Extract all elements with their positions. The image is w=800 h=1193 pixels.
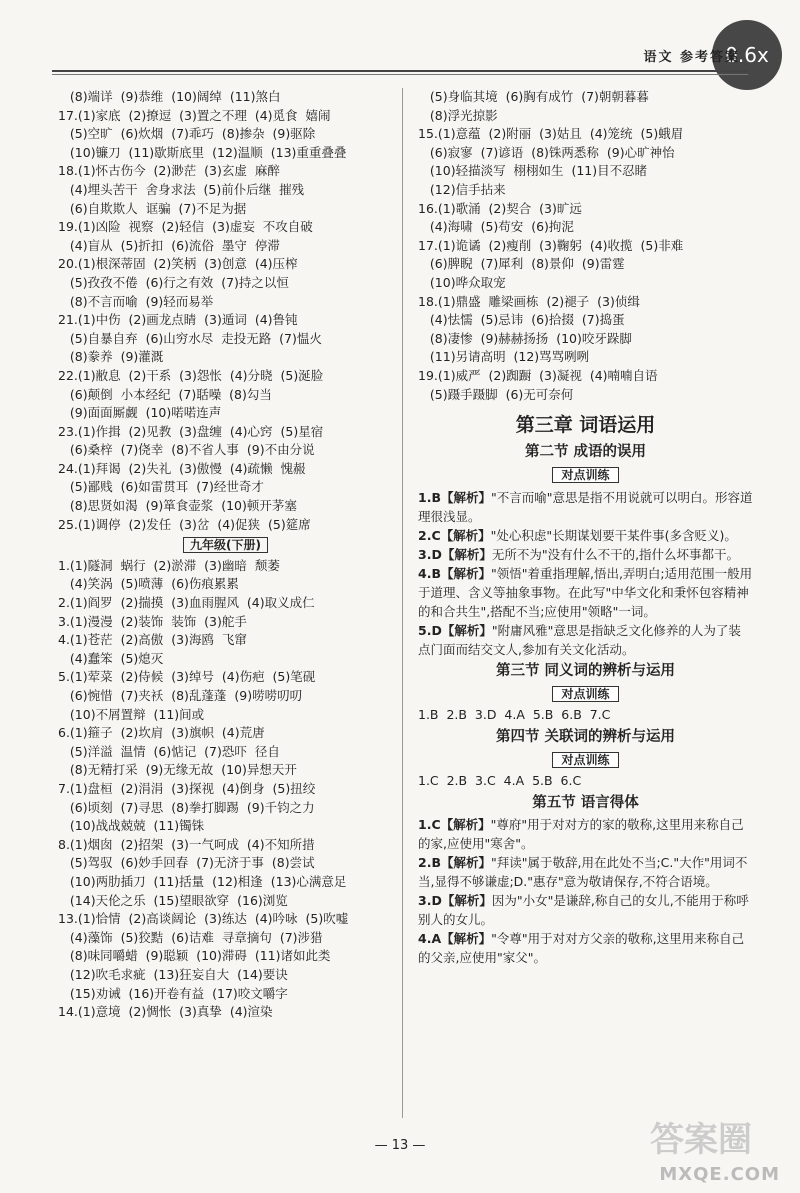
item-text: "令尊"用于对对方父亲的敬称,这里用来称自己的父亲,应使用"家父"。 — [418, 931, 745, 966]
answer-line: 13.(1)恰情 (2)高谈阔论 (3)练达 (4)吟咏 (5)吹嘘 — [58, 911, 349, 927]
page-number: — 13 — — [374, 1138, 426, 1153]
section-4-answers: 1.C 2.B 3.C 4.A 5.B 6.C — [418, 773, 582, 789]
answer-line: 17.(1)家底 (2)撩逗 (3)置之不理 (4)觅食 嬉闹 — [58, 107, 331, 123]
section-2-items — [418, 488, 753, 659]
header-tag: 语文 参考答案 — [643, 50, 740, 65]
answer-line: 6.(1)箍子 (2)坎肩 (3)旗帜 (4)荒唐 — [58, 725, 265, 741]
watermark-url: MXQE.COM — [659, 1164, 780, 1185]
answer-line: 23.(1)作揖 (2)见教 (3)盘缠 (4)心窍 (5)星宿 — [58, 423, 324, 439]
answer-line: (8)不言而喻 (9)轻而易举 — [58, 293, 214, 309]
watermark-logo: 答案圈 — [650, 1120, 752, 1160]
header-rule-thin — [52, 74, 748, 75]
answer-line: (4)海啸 (5)苟安 (6)拘泥 — [418, 219, 574, 235]
answer-line: (8)凄惨 (9)赫赫扬扬 (10)咬牙跺脚 — [418, 330, 632, 346]
column-divider — [402, 88, 403, 1118]
drill-label — [418, 751, 753, 770]
answer-line: 14.(1)意境 (2)惆怅 (3)真挚 (4)渲染 — [58, 1004, 273, 1020]
answer-line: (8)浮光掠影 — [418, 107, 498, 123]
item-text: 因为"小女"是谦辞,称自己的女儿,不能用于称呼别人的女儿。 — [418, 893, 749, 928]
item-head: 3.D【解析】 — [418, 893, 492, 909]
section-2-title: 第二节 成语的误用 — [524, 444, 647, 461]
right-answer-list — [418, 88, 753, 404]
answer-line: 22.(1)敝息 (2)干系 (3)怨怅 (4)分晓 (5)涎脸 — [58, 367, 324, 383]
section-5-title: 第五节 语言得体 — [532, 795, 639, 812]
answer-line: 1.(1)隧洞 蜗行 (2)淤滞 (3)幽暗 颓萎 — [58, 557, 280, 573]
answer-line: (4)怯懦 (5)忌讳 (6)拾掇 (7)捣蛋 — [418, 312, 625, 328]
answer-line: 5.(1)荤菜 (2)侍候 (3)绰号 (4)伤疤 (5)笔砚 — [58, 669, 316, 685]
chapter-title: 第三章 词语运用 — [515, 414, 656, 437]
explanation-item — [418, 815, 753, 853]
answer-line: (5)蹑手蹑脚 (6)无可奈何 — [418, 386, 574, 402]
item-head: 4.A【解析】 — [418, 931, 492, 947]
left-answer-list-2 — [58, 557, 393, 1022]
item-head: 1.C【解析】 — [418, 817, 491, 833]
explanation-item — [418, 564, 753, 621]
answer-line: 18.(1)怀古伤今 (2)渺茫 (3)玄虚 麻醉 — [58, 163, 280, 179]
answer-line: (15)劝诫 (16)开卷有益 (17)咬文嚼字 — [58, 985, 288, 1001]
answer-line: 24.(1)拜谒 (2)失礼 (3)傲慢 (4)疏懒 愧赧 — [58, 460, 306, 476]
answer-line: (11)另请高明 (12)骂骂咧咧 — [418, 349, 590, 365]
answer-line: (6)桑梓 (7)侥幸 (8)不省人事 (9)不由分说 — [58, 442, 315, 458]
item-text: "领悟"着重指理解,悟出,弄明白;适用范围一般用于道理、含义等抽象事物。在此写"中华文化和秉怀包容精神的和合共生",搭配不当;应使用"领略"一词。 — [418, 565, 753, 619]
answer-line: 17.(1)诡谲 (2)瘦削 (3)鞠躬 (4)收揽 (5)非难 — [418, 237, 684, 253]
answer-line: (12)吹毛求疵 (13)狂妄自大 (14)要诀 — [58, 966, 288, 982]
drill-label-text: 对点训练 — [552, 752, 618, 768]
answer-line: 4.(1)苍茫 (2)高傲 (3)海鸥 飞窜 — [58, 632, 247, 648]
answer-line: (5)驾驭 (6)妙手回春 (7)无济于事 (8)尝试 — [58, 855, 315, 871]
answer-line: (8)豢养 (9)灌溉 — [58, 349, 164, 365]
section-4-title: 第四节 关联词的辨析与运用 — [495, 728, 676, 745]
answer-line: (4)埋头苦干 舍身求法 (5)前仆后继 摧残 — [58, 181, 305, 197]
answer-line: 18.(1)鼎盛 雕梁画栋 (2)褪子 (3)侦缉 — [418, 293, 640, 309]
drill-label-text: 对点训练 — [552, 686, 618, 702]
left-column — [58, 88, 393, 1022]
answer-line: (5)空旷 (6)炊烟 (7)乖巧 (8)掺杂 (9)驱除 — [58, 126, 316, 142]
answer-line: (10)哗众取宠 — [418, 274, 506, 290]
answer-line: (4)藻饰 (5)狡黠 (6)诘难 寻章摘句 (7)涉猎 — [58, 929, 323, 945]
answer-line: (8)味同嚼蜡 (9)聪颖 (10)滞碍 (11)诸如此类 — [58, 948, 331, 964]
item-head: 2.B【解析】 — [418, 855, 491, 871]
answer-line: (6)顷刻 (7)寻思 (8)拳打脚踢 (9)千钧之力 — [58, 799, 315, 815]
zoom-indicator[interactable]: 0.6x — [712, 20, 782, 90]
answer-line: (10)轻描淡写 栩栩如生 (11)目不忍睹 — [418, 163, 648, 179]
explanation-item — [418, 891, 753, 929]
item-text: "处心积虑"长期谋划要干某件事(多含贬义)。 — [490, 527, 737, 543]
explanation-item — [418, 526, 753, 545]
answer-line: (8)思贤如渴 (9)箪食壶浆 (10)顿开茅塞 — [58, 498, 297, 514]
header-rule — [52, 70, 748, 72]
answer-line: (5)身临其境 (6)胸有成竹 (7)朝朝暮暮 — [418, 89, 649, 104]
answer-line: (5)洋溢 温情 (6)惦记 (7)恐吓 径自 — [58, 743, 280, 759]
answer-line: 19.(1)凶险 视察 (2)轻信 (3)虚妄 不攻自破 — [58, 219, 313, 235]
item-head: 1.B【解析】 — [418, 489, 491, 505]
section-5-items — [418, 815, 753, 967]
drill-label — [418, 466, 753, 485]
left-answer-list — [58, 88, 393, 534]
answer-line: (5)鄙贱 (6)如雷贯耳 (7)经世奇才 — [58, 479, 264, 495]
answer-line: (10)两肋插刀 (11)括量 (12)相逢 (13)心满意足 — [58, 873, 347, 889]
item-head: 3.D【解析】 — [418, 546, 492, 562]
answer-line: 25.(1)调停 (2)发任 (3)岔 (4)促狭 (5)筵席 — [58, 516, 311, 532]
answer-line: (14)天伦之乐 (15)望眼欲穿 (16)浏览 — [58, 892, 288, 908]
right-column — [418, 88, 753, 967]
item-text: "不言而喻"意思是指不用说就可以明白。形容道理很浅显。 — [418, 489, 753, 524]
drill-label-text: 对点训练 — [552, 467, 618, 483]
section-3-title: 第三节 同义词的辨析与运用 — [495, 662, 676, 679]
answer-line: (10)不屑置辩 (11)间或 — [58, 706, 205, 722]
answer-line: 7.(1)盘桓 (2)涓涓 (3)探视 (4)倒身 (5)扭绞 — [58, 780, 316, 796]
item-head: 2.C【解析】 — [418, 527, 491, 543]
answer-line: 20.(1)根深蒂固 (2)笑柄 (3)创意 (4)压榨 — [58, 256, 298, 272]
answer-line: (6)惋惜 (7)夹袄 (8)乱蓬蓬 (9)唠唠叨叨 — [58, 688, 303, 703]
answer-line: (4)笑涡 (5)喷薄 (6)伤痕累累 — [58, 576, 239, 592]
item-text: 无所不为"没有什么不干的,指什么坏事都干。 — [491, 546, 740, 562]
answer-line: (6)寂寥 (7)谚语 (8)铢两悉称 (9)心旷神怡 — [418, 144, 675, 160]
item-head: 4.B【解析】 — [418, 565, 491, 581]
answer-line: (6)自欺欺人 诓骗 (7)不足为据 — [58, 200, 247, 216]
answer-line: (5)孜孜不倦 (6)行之有效 (7)持之以恒 — [58, 274, 289, 290]
answer-line: (8)端详 (9)恭维 (10)阔绰 (11)煞白 — [58, 89, 281, 104]
item-text: "附庸风雅"意思是指缺乏文化修养的人为了装点门面而结交文人,参加有关文化活动。 — [418, 622, 741, 657]
item-head: 5.D【解析】 — [418, 622, 492, 638]
answer-line: (5)自暴自弃 (6)山穷水尽 走投无路 (7)愠火 — [58, 330, 322, 346]
explanation-item — [418, 545, 753, 564]
explanation-item — [418, 488, 753, 526]
answer-line: (9)面面厮觑 (10)喏喏连声 — [58, 405, 222, 421]
explanation-item — [418, 853, 753, 891]
item-text: "拜读"属于敬辞,用在此处不当;C."大作"用词不当,显得不够谦虚;D."惠存"意为敬请保存,不符合语境。 — [418, 855, 748, 890]
answer-line: 2.(1)阎罗 (2)揣摸 (3)血雨腥风 (4)取义成仁 — [58, 595, 315, 611]
answer-line: 15.(1)意蕴 (2)附丽 (3)姑且 (4)笼统 (5)蛾眉 — [418, 126, 684, 142]
explanation-item — [418, 929, 753, 967]
grade-subtitle — [58, 536, 393, 555]
answer-line: (8)无精打采 (9)无缘无故 (10)异想天开 — [58, 762, 297, 778]
section-3-answers: 1.B 2.B 3.D 4.A 5.B 6.B 7.C — [418, 707, 611, 723]
answer-line: 21.(1)中伤 (2)画龙点睛 (3)遁词 (4)鲁钝 — [58, 312, 298, 328]
item-text: "尊府"用于对对方的家的敬称,这里用来称自己的家,应使用"寒舍"。 — [418, 817, 744, 852]
answer-line: (6)颠倒 小本经纪 (7)聒噪 (8)勾当 — [58, 386, 272, 402]
answer-line: (4)蠢笨 (5)熄灭 — [58, 650, 164, 666]
answer-line: (4)盲从 (5)折扣 (6)流俗 墨守 停滞 — [58, 237, 280, 253]
answer-line: (12)信手拈来 — [418, 181, 506, 197]
answer-line: 8.(1)烟囱 (2)招架 (3)一气呵成 (4)不知所措 — [58, 836, 315, 852]
answer-line: (10)镰刀 (11)歇斯底里 (12)温顺 (13)重重叠叠 — [58, 144, 347, 160]
answer-line: 16.(1)歌涌 (2)契合 (3)旷远 — [418, 200, 582, 216]
answer-line: 19.(1)威严 (2)踟蹰 (3)凝视 (4)喃喃自语 — [418, 367, 658, 383]
explanation-item — [418, 621, 753, 659]
drill-label — [418, 685, 753, 704]
answer-line: 3.(1)漫漫 (2)装饰 装饰 (3)舵手 — [58, 613, 247, 629]
answer-line: (10)战战兢兢 (11)镯铢 — [58, 818, 205, 834]
answer-line: (6)脾睨 (7)犀利 (8)景仰 (9)雷霆 — [418, 256, 625, 272]
grade-subtitle-label: 九年级(下册) — [183, 537, 268, 553]
